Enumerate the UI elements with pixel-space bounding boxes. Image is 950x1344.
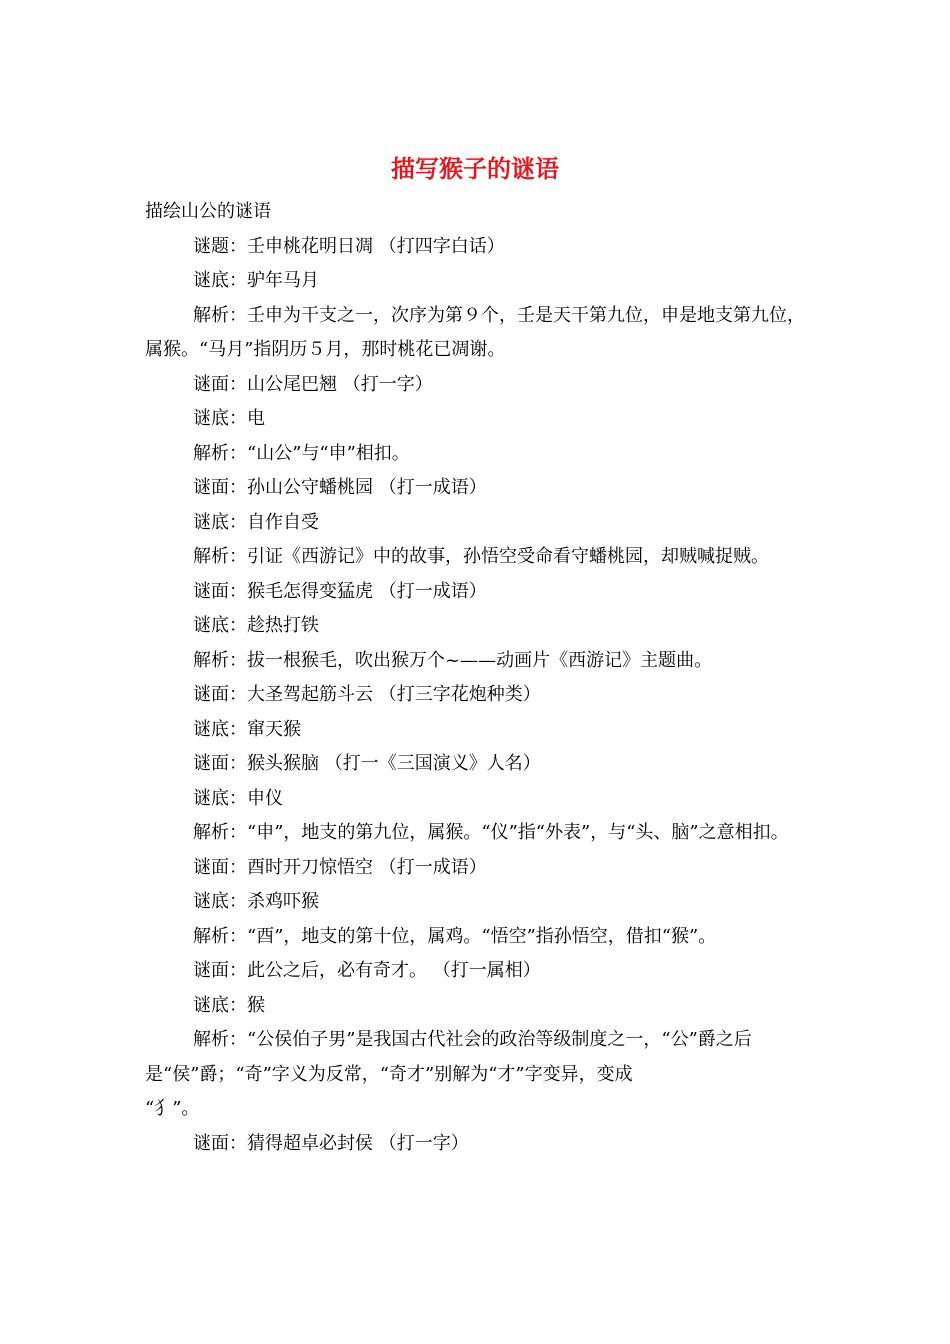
section-heading: 描绘山公的谜语 bbox=[145, 201, 271, 222]
riddle-answer: 谜底：猴 bbox=[193, 994, 265, 1016]
riddle-explanation-continued: “犭”。 bbox=[145, 1098, 200, 1119]
riddle-explanation: 解析：拔一根猴毛，吹出猴万个~——动画片《西游记》主题曲。 bbox=[193, 649, 713, 671]
riddle-question: 谜面：猴头猴脑 （打一《三国演义》人名） bbox=[193, 753, 541, 774]
riddle-question: 谜面：猜得超卓必封侯 （打一字） bbox=[193, 1132, 469, 1154]
riddle-question: 谜面：酉时开刀惊悟空 （打一成语） bbox=[193, 856, 487, 878]
riddle-question: 谜题：壬申桃花明日凋 （打四字白话） bbox=[193, 235, 505, 257]
riddle-answer: 谜底：杀鸡吓猴 bbox=[193, 891, 319, 912]
riddle-answer: 谜底：驴年马月 bbox=[193, 270, 319, 291]
riddle-question: 谜面：此公之后，必有奇才。 （打一属相） bbox=[193, 960, 541, 981]
riddle-answer: 谜底：申仪 bbox=[193, 787, 283, 809]
riddle-explanation: 解析：引证《西游记》中的故事，孙悟空受命看守蟠桃园，却贼喊捉贼。 bbox=[193, 546, 769, 567]
riddle-explanation: 解析：壬申为干支之一，次序为第９个，壬是天干第九位，申是地支第九位，属猴。“马月”指阴历５月，那时桃花已凋谢。 bbox=[145, 304, 805, 360]
page-title: 描写猴子的谜语 bbox=[391, 155, 559, 183]
riddle-question: 谜面：猴毛怎得变猛虎 （打一成语） bbox=[193, 580, 487, 602]
document-body bbox=[145, 195, 807, 1161]
riddle-answer: 谜底：电 bbox=[193, 408, 265, 429]
riddle-explanation: 解析：“酉”，地支的第十位，属鸡。“悟空”指孙悟空，借扣“猴”。 bbox=[193, 925, 717, 947]
riddle-question: 谜面：大圣驾起筋斗云 （打三字花炮种类） bbox=[193, 684, 541, 705]
riddle-explanation: 解析：“山公”与“申”相扣。 bbox=[193, 442, 410, 464]
riddle-answer: 谜底：窜天猴 bbox=[193, 718, 301, 740]
riddle-answer: 谜底：趁热打铁 bbox=[193, 615, 319, 636]
riddle-question: 谜面：孙山公守蟠桃园 （打一成语） bbox=[193, 477, 487, 498]
riddle-question: 谜面：山公尾巴翘 （打一字） bbox=[193, 373, 433, 395]
riddle-explanation: 解析：“申”，地支的第九位，属猴。“仪”指“外表”，与“头、脑”之意相扣。 bbox=[193, 822, 789, 843]
riddle-explanation: 解析：“公侯伯子男”是我国古代社会的政治等级制度之一，“公”爵之后是“侯”爵；“奇”字义为反常，“奇才”别解为“才”字变异，变成 bbox=[145, 1029, 752, 1085]
riddle-answer: 谜底：自作自受 bbox=[193, 511, 319, 533]
